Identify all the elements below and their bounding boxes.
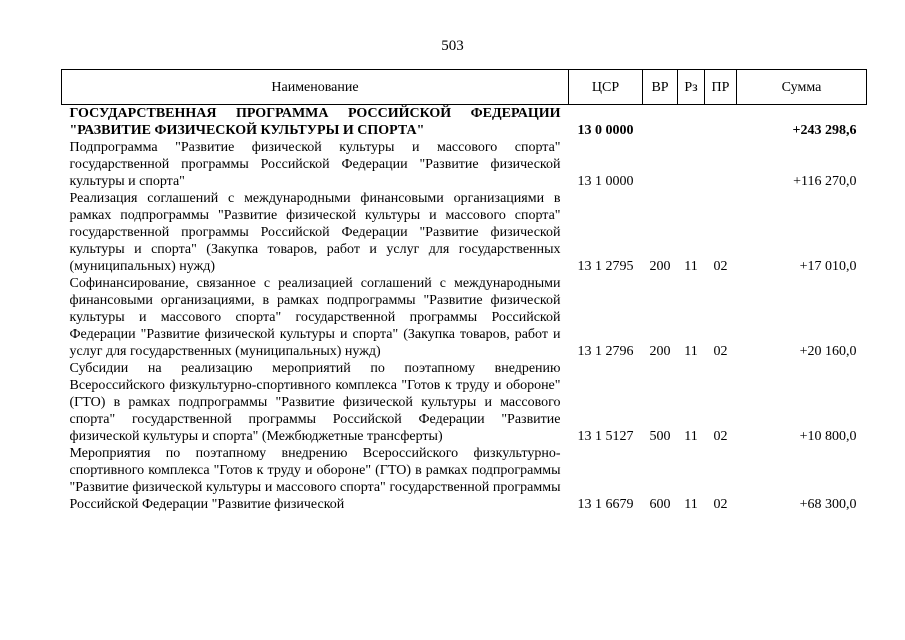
- table-row: [62, 360, 867, 445]
- row-name: Подпрограмма "Развитие физической культуры и массового спорта" государственной программы Российской Федерации "Развитие физической культуры и спорта": [69, 140, 561, 189]
- row-vr: 500: [649, 429, 671, 444]
- row-csr: 13 1 2796: [577, 344, 634, 359]
- row-pr: 02: [713, 429, 728, 444]
- table-row: [62, 139, 867, 190]
- row-name: Субсидии на реализацию мероприятий по поэтапному внедрению Всероссийского физкультурно-спортивного комплекса "Готов к труду и обороне" (ГТО) в рамках подпрограммы "Развитие физической культуры и массового спорта" государственной программы Российской Федерации "Развитие физической культуры и спорта" (Межбюджетные трансферты): [69, 361, 561, 444]
- row-vr: 200: [649, 344, 671, 359]
- row-pr: 02: [713, 344, 728, 359]
- row-sum: +20 160,0: [799, 344, 857, 359]
- row-rz: 11: [684, 259, 698, 274]
- row-name: ГОСУДАРСТВЕННАЯ ПРОГРАММА РОССИЙСКОЙ ФЕДЕРАЦИИ "РАЗВИТИЕ ФИЗИЧЕСКОЙ КУЛЬТУРЫ И СПОРТА": [69, 106, 561, 138]
- row-name: Софинансирование, связанное с реализацией соглашений с международными финансовыми организациями, в рамках подпрограммы "Развитие физической культуры и массового спорта" государственной программы Российской Федерации "Развитие физической культуры и спорта" (Закупка товаров, работ и услуг для государственных (муниципальных) нужд): [69, 276, 561, 359]
- header-pr: ПР: [705, 70, 737, 105]
- page-number: 503: [441, 38, 464, 54]
- header-rz: Рз: [678, 70, 705, 105]
- table-row: [62, 275, 867, 360]
- table-row: [62, 445, 867, 513]
- row-vr: [643, 105, 678, 140]
- row-pr: 02: [713, 259, 728, 274]
- table-row: [62, 105, 867, 140]
- row-vr: [643, 139, 678, 190]
- header-vr: ВР: [643, 70, 678, 105]
- row-rz: 11: [684, 497, 698, 512]
- row-sum: +68 300,0: [799, 497, 857, 512]
- header-name: Наименование: [62, 70, 569, 105]
- row-csr: 13 1 2795: [577, 259, 634, 274]
- row-csr: 13 1 5127: [577, 429, 634, 444]
- row-vr: 200: [649, 259, 671, 274]
- table-header-row: [62, 70, 867, 105]
- row-sum: +10 800,0: [799, 429, 857, 444]
- row-vr: 600: [649, 497, 671, 512]
- row-rz: [678, 139, 705, 190]
- row-rz: 11: [684, 429, 698, 444]
- table-row: [62, 190, 867, 275]
- row-rz: 11: [684, 344, 698, 359]
- budget-table: [61, 69, 867, 513]
- row-sum: +17 010,0: [799, 259, 857, 274]
- row-pr: 02: [713, 497, 728, 512]
- row-sum: +116 270,0: [793, 174, 857, 189]
- header-sum: Сумма: [737, 70, 867, 105]
- row-pr: [705, 139, 737, 190]
- row-pr: [705, 105, 737, 140]
- row-csr: 13 0 0000: [577, 123, 634, 138]
- row-csr: 13 1 0000: [577, 174, 634, 189]
- row-rz: [678, 105, 705, 140]
- header-csr: ЦСР: [569, 70, 643, 105]
- row-name: Реализация соглашений с международными финансовыми организациями в рамках подпрограммы "Развитие физической культуры и массового спорта" государственной программы Российской Федерации "Развитие физической культуры и спорта" (Закупка товаров, работ и услуг для государственных (муниципальных) нужд): [69, 191, 561, 274]
- row-name: Мероприятия по поэтапному внедрению Всероссийского физкультурно-спортивного комплекса "Готов к труду и обороне" (ГТО) в рамках подпрограммы "Развитие физической культуры и массового спорта" государственной программы Российской Федерации "Развитие физической: [69, 446, 561, 512]
- row-csr: 13 1 6679: [577, 497, 634, 512]
- row-sum: +243 298,6: [792, 123, 857, 138]
